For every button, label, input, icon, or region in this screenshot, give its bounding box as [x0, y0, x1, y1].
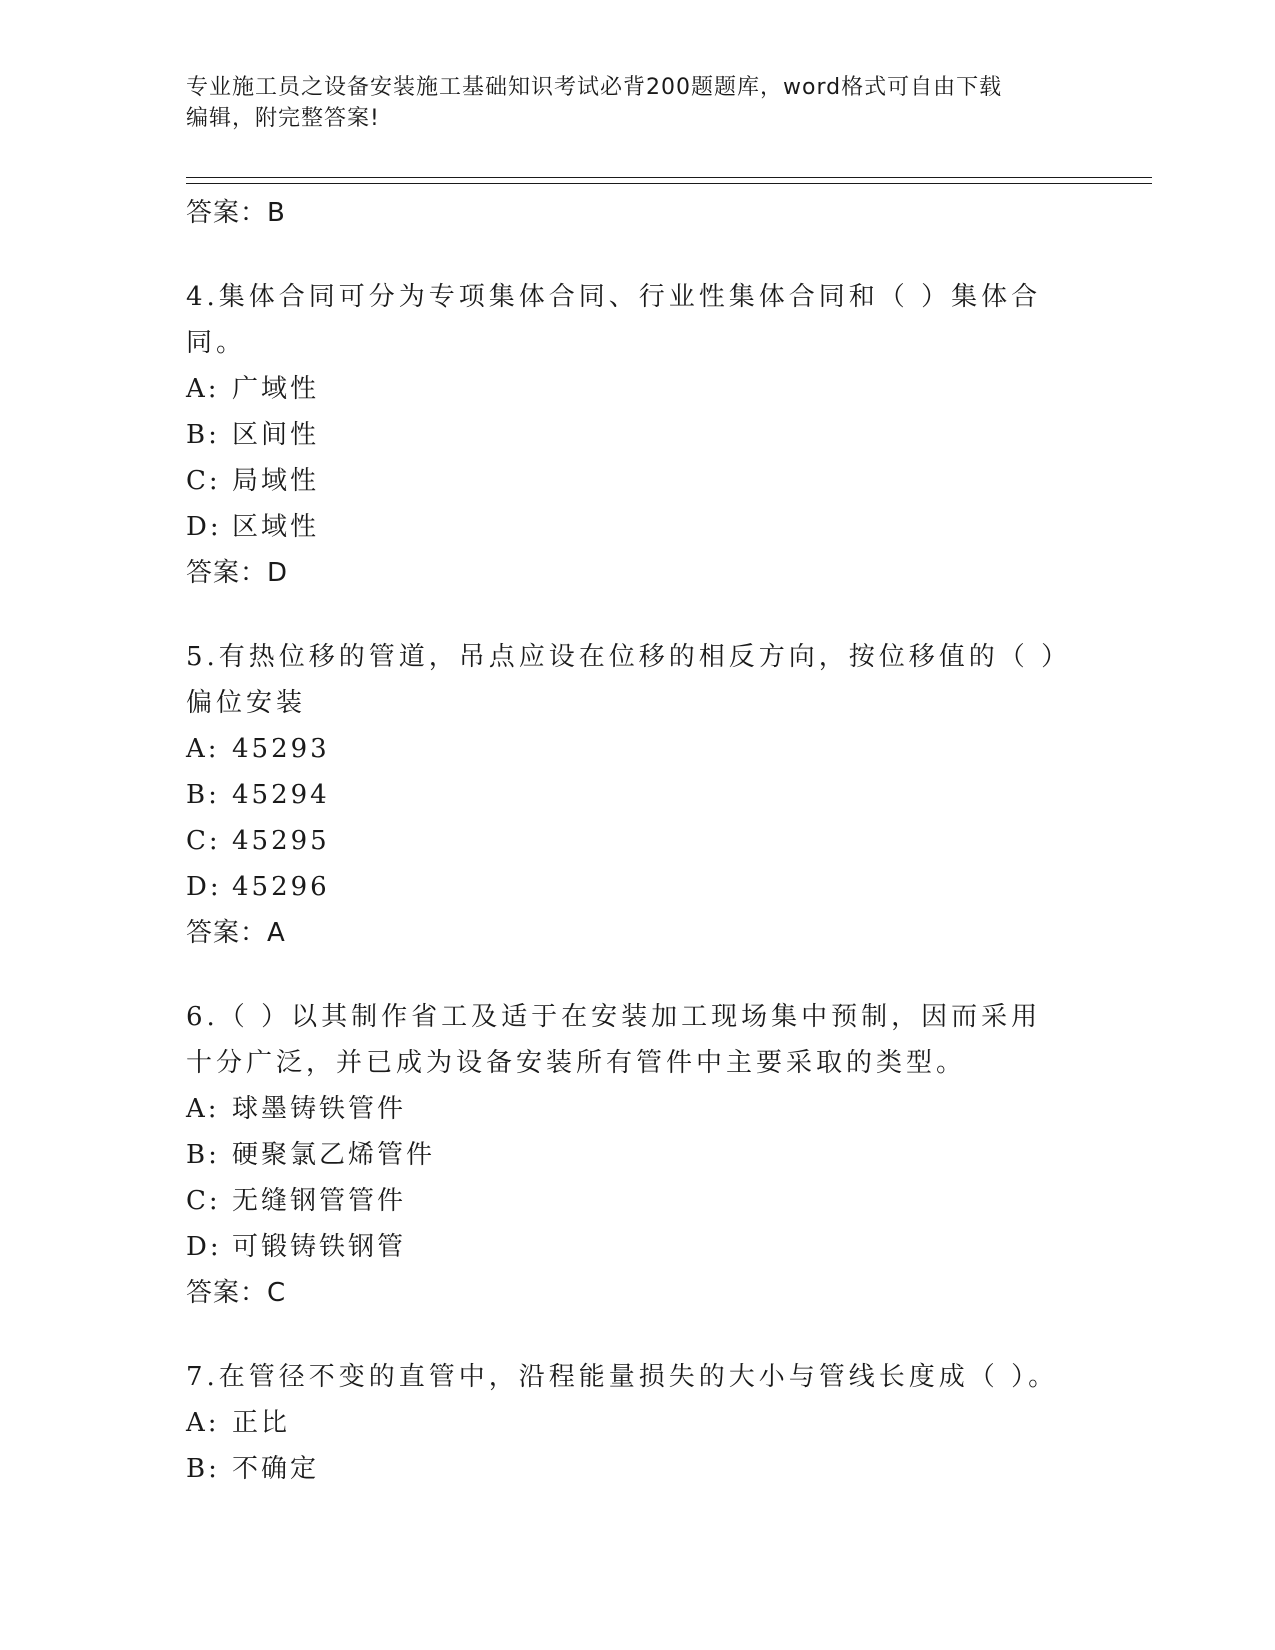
question-4-option-b — [186, 412, 1066, 458]
answer-q4: 答案：D — [186, 558, 289, 588]
question-6-option-b — [186, 1132, 1066, 1178]
question-list — [186, 190, 1066, 1492]
question-5-option-b — [186, 772, 1066, 818]
question-7-text: 7.在管径不变的直管中，沿程能量损失的大小与管线长度成（ ）。 — [186, 1362, 1059, 1392]
option-letter: D: — [186, 872, 222, 902]
option-text: 正比 — [232, 1408, 291, 1438]
option-text: 45296 — [232, 872, 330, 902]
question-5-option-c — [186, 818, 1066, 864]
question-5-option-a — [186, 726, 1066, 772]
question-6-text: 6.（ ）以其制作省工及适于在安装加工现场集中预制，因而采用十分广泛，并已成为设备安装所有管件中主要采取的类型。 — [186, 1002, 1042, 1078]
option-text: 硬聚氯乙烯管件 — [232, 1140, 436, 1170]
option-letter: B: — [186, 780, 220, 810]
spacer — [186, 956, 1066, 994]
spacer — [186, 236, 1066, 274]
option-letter: A: — [186, 1408, 220, 1438]
option-text: 不确定 — [232, 1454, 320, 1484]
question-6-option-d — [186, 1224, 1066, 1270]
option-text: 局域性 — [232, 466, 320, 496]
option-text: 可锻铸铁钢管 — [232, 1232, 407, 1262]
option-text: 区间性 — [232, 420, 320, 450]
option-text: 45294 — [232, 780, 330, 810]
question-5-option-d — [186, 864, 1066, 910]
option-letter: D: — [186, 512, 222, 542]
question-6-option-a — [186, 1086, 1066, 1132]
option-text: 区域性 — [232, 512, 320, 542]
question-7-option-b — [186, 1446, 1066, 1492]
option-letter: C: — [186, 826, 221, 856]
option-letter: D: — [186, 1232, 222, 1262]
option-letter: A: — [186, 1094, 220, 1124]
option-letter: A: — [186, 374, 220, 404]
answer-q6: 答案：C — [186, 1278, 287, 1308]
page-header — [186, 72, 1066, 134]
question-4-option-a — [186, 366, 1066, 412]
question-5-text: 5.有热位移的管道，吊点应设在位移的相反方向，按位移值的（ ）偏位安装 — [186, 642, 1059, 718]
option-text: 45293 — [232, 734, 330, 764]
question-4-option-d — [186, 504, 1066, 550]
option-text: 45295 — [232, 826, 330, 856]
header-line-2: 编辑，附完整答案! — [186, 106, 380, 131]
question-4-option-c — [186, 458, 1066, 504]
option-letter: C: — [186, 1186, 221, 1216]
option-text: 无缝钢管管件 — [232, 1186, 407, 1216]
header-line-1: 专业施工员之设备安装施工基础知识考试必背200题题库，word格式可自由下载 — [186, 75, 1003, 100]
answer-q5: 答案：A — [186, 918, 286, 948]
option-text: 广域性 — [232, 374, 320, 404]
answer-q3: 答案：B — [186, 198, 286, 228]
option-letter: A: — [186, 734, 220, 764]
question-6-option-c — [186, 1178, 1066, 1224]
question-4-text: 4.集体合同可分为专项集体合同、行业性集体合同和（ ）集体合同。 — [186, 282, 1042, 358]
header-divider — [186, 177, 1152, 184]
spacer — [186, 1316, 1066, 1354]
option-text: 球墨铸铁管件 — [232, 1094, 407, 1124]
question-7-option-a — [186, 1400, 1066, 1446]
option-letter: B: — [186, 1140, 220, 1170]
option-letter: B: — [186, 1454, 220, 1484]
option-letter: B: — [186, 420, 220, 450]
spacer — [186, 596, 1066, 634]
option-letter: C: — [186, 466, 221, 496]
